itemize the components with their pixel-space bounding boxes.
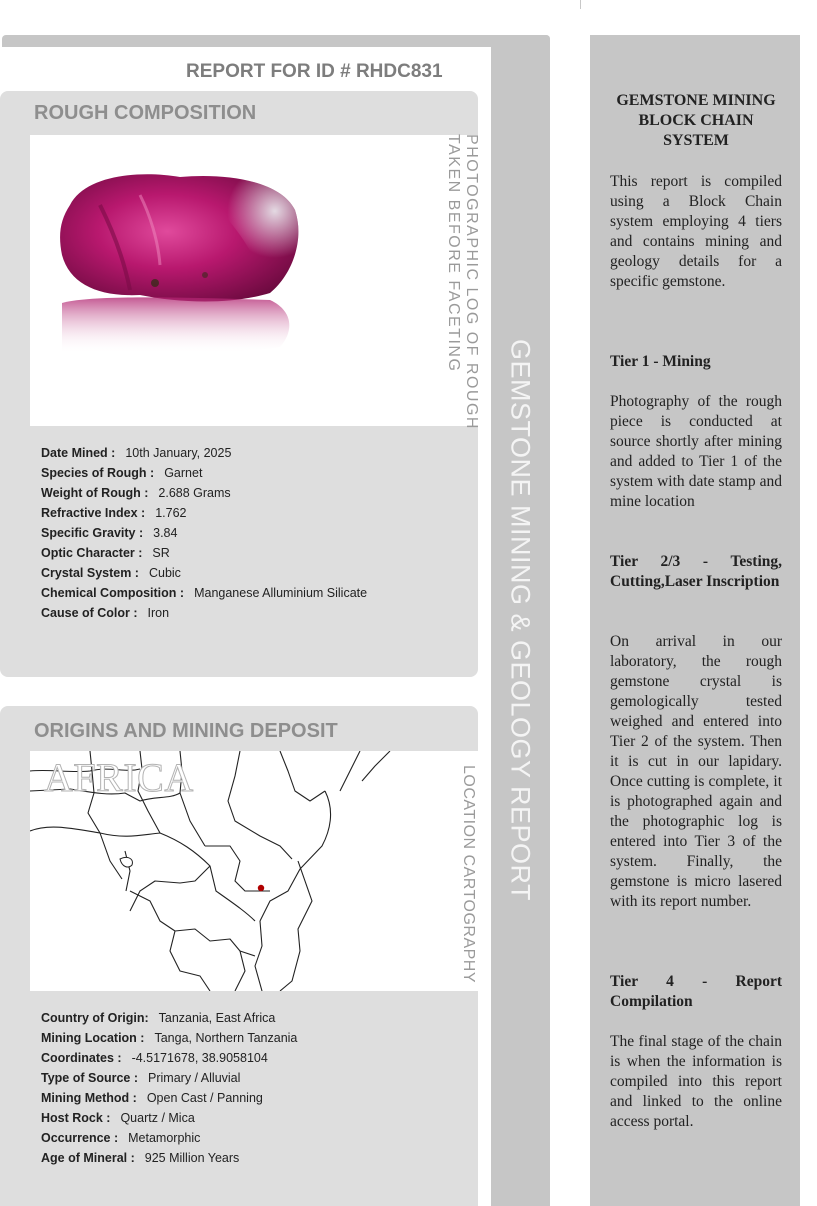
property-label: Occurrence : [41,1131,119,1145]
property-value: 925 Million Years [144,1151,240,1165]
tier-4-body: The final stage of the chain is when the information is compiled into this report and linked to the online access portal. [610,1033,782,1130]
sidebar-intro: This report is compiled using a Block Chain system employing 4 tiers and contains mining and geology details for a specific gemstone. [610,173,782,290]
property-row [41,586,367,600]
property-value: Tanga, Northern Tanzania [154,1031,298,1045]
property-value: -4.5171678, 38.9058104 [131,1051,268,1065]
property-row [41,1151,239,1165]
property-row [41,1011,275,1025]
sidebar-heading: GEMSTONE MINING BLOCK CHAIN SYSTEM [616,92,776,149]
report-title: REPORT FOR ID # RHDC831 [186,61,443,82]
property-value: Manganese Alluminium Silicate [194,586,368,600]
garnet-rough-image [30,135,322,426]
tier-1-title: Tier 1 - Mining [610,353,711,370]
property-label: Host Rock : [41,1111,111,1125]
property-value: Tanzania, East Africa [158,1011,276,1025]
property-row [41,1131,200,1145]
property-row [41,1031,297,1045]
property-label: Refractive Index : [41,506,146,520]
tier-2-3-title: Tier 2/3 - Testing, Cutting,Laser Inscription [610,553,782,590]
property-value: 1.762 [155,506,187,520]
property-row [41,1071,240,1085]
property-label: Cause of Color : [41,606,138,620]
property-label: Crystal System : [41,566,139,580]
top-tick-mark [580,0,581,9]
property-label: Optic Character : [41,546,143,560]
property-row [41,486,231,500]
property-value: Open Cast / Panning [146,1091,263,1105]
property-label: Type of Source : [41,1071,139,1085]
africa-map-label: AFRICA [44,755,194,800]
property-row [41,546,170,560]
tier-4-title: Tier 4 - Report Compilation [610,973,782,1010]
property-label: Age of Mineral : [41,1151,135,1165]
property-label: Mining Location : [41,1031,145,1045]
property-value: Primary / Alluvial [148,1071,241,1085]
rough-photo-caption [444,134,480,430]
property-value: 10th January, 2025 [125,446,232,460]
property-label: Coordinates : [41,1051,122,1065]
property-row [41,1111,195,1125]
property-row [41,606,169,620]
property-label: Mining Method : [41,1091,137,1105]
property-value: 3.84 [153,526,178,540]
origins-heading: ORIGINS AND MINING DEPOSIT [34,720,338,742]
location-cartography-caption: LOCATION CARTOGRAPHY [460,764,477,984]
property-value: Cubic [148,566,181,580]
property-value: SR [152,546,170,560]
tier-1-body: Photography of the rough piece is conducted at source shortly after mining and added to Tier 1 of the system with date stamp and mine location [610,393,782,510]
property-row [41,466,202,480]
rough-gemstone-photo [30,135,322,426]
property-label: Date Mined : [41,446,116,460]
rough-photo-caption-line2: TAKEN BEFORE FACETING [445,134,462,373]
rough-photo-caption-line1: PHOTOGRAPHIC LOG OF ROUGH [463,134,480,430]
property-row [41,526,177,540]
tier-2-3-body: On arrival in our laboratory, the rough gemstone crystal is gemologically tested weighed and entered into Tier 2 of the system. Then it is cut in our lapidary. Once cutting is complete, it is photographed again and the photographic log is entered into Tier 3 of the system. Finally, the gemstone is micro lasered with its report number. [610,633,782,910]
property-label: Weight of Rough : [41,486,149,500]
mine-location-marker [258,885,264,891]
property-label: Species of Rough : [41,466,155,480]
header-bar [2,35,550,47]
property-label: Chemical Composition : [41,586,185,600]
property-value: Metamorphic [128,1131,201,1145]
property-value: Iron [147,606,170,620]
property-row [41,506,187,520]
property-row [41,1051,268,1065]
rough-composition-heading: ROUGH COMPOSITION [34,102,257,124]
property-row [41,566,181,580]
vertical-banner-text: GEMSTONE MINING & GEOLOGY REPORT [505,338,536,902]
property-value: 2.688 Grams [158,486,231,500]
property-value: Quartz / Mica [120,1111,195,1125]
property-label: Country of Origin: [41,1011,149,1025]
property-label: Specific Gravity : [41,526,144,540]
property-value: Garnet [164,466,203,480]
property-row [41,1091,263,1105]
property-row [41,446,231,460]
